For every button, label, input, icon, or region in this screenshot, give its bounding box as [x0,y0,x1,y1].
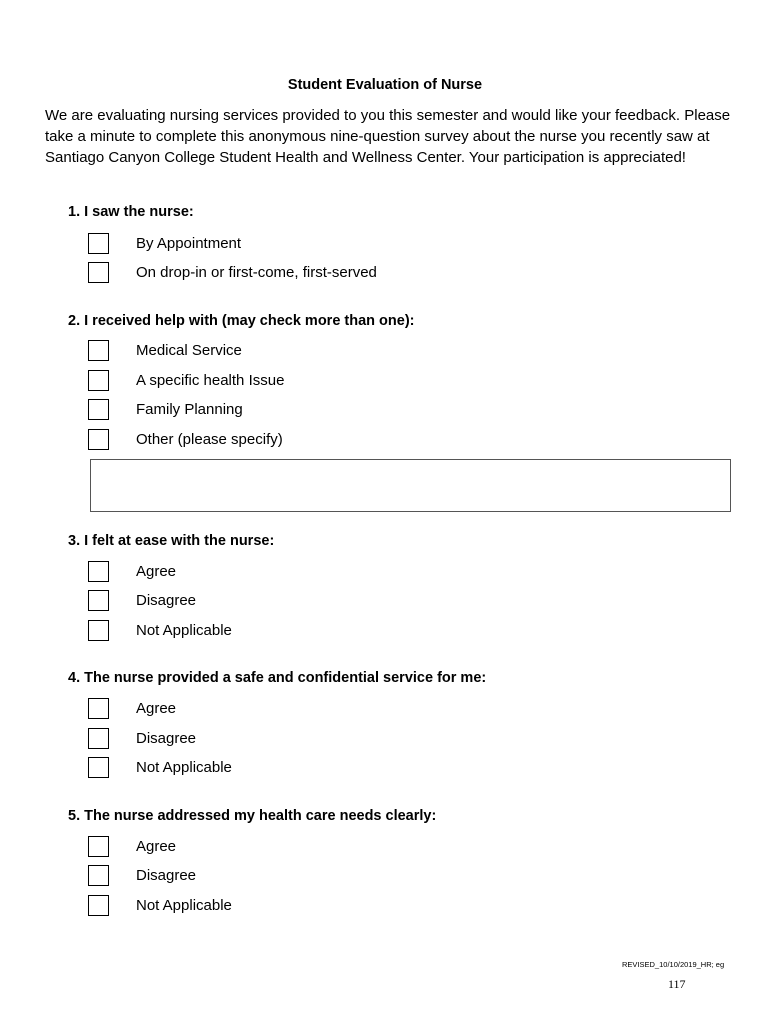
option-label: Agree [136,699,177,717]
question-5-title: 5. The nurse addressed my health care needs clearly: [68,808,437,824]
option-label: Agree [136,837,177,855]
option-label: On drop-in or first-come, first-served [136,263,377,281]
checkbox[interactable] [88,865,109,886]
option-disagree[interactable] [88,588,197,612]
checkbox[interactable] [88,561,109,582]
option-agree[interactable] [88,834,177,858]
option-label: Agree [136,562,177,580]
checkbox[interactable] [88,340,109,361]
checkbox[interactable] [88,836,109,857]
option-by-appointment[interactable] [88,231,242,255]
option-label: Not Applicable [136,621,232,639]
option-label: Not Applicable [136,896,232,914]
revision-note: REVISED_10/10/2019_HR; eg [622,960,725,969]
checkbox[interactable] [88,233,109,254]
intro-line: take a minute to complete this anonymous nine-question survey about the nurse you recently saw at [45,128,710,145]
option-medical-service[interactable] [88,338,242,362]
option-label: Disagree [136,591,197,609]
checkbox[interactable] [88,728,109,749]
option-label: Medical Service [136,341,242,359]
option-label: By Appointment [136,234,242,252]
page-number: 117 [668,977,686,991]
checkbox[interactable] [88,895,109,916]
option-drop-in[interactable] [88,260,377,284]
question-2-title: 2. I received help with (may check more than one): [68,313,415,329]
option-agree[interactable] [88,696,177,720]
checkbox[interactable] [88,262,109,283]
option-not-applicable[interactable] [88,618,232,642]
intro-line: Santiago Canyon College Student Health and Wellness Center. Your participation is appreciated! [45,149,686,166]
option-not-applicable[interactable] [88,755,232,779]
option-label: Not Applicable [136,758,232,776]
checkbox[interactable] [88,590,109,611]
option-label: A specific health Issue [136,371,285,389]
option-label: Other (please specify) [136,430,283,448]
intro-paragraph [45,105,745,168]
question-4-title: 4. The nurse provided a safe and confidential service for me: [68,670,487,686]
checkbox[interactable] [88,698,109,719]
option-label: Disagree [136,729,197,747]
option-not-applicable[interactable] [88,893,232,917]
option-label: Family Planning [136,400,243,418]
checkbox[interactable] [88,399,109,420]
other-specify-field[interactable] [90,459,731,512]
option-disagree[interactable] [88,863,197,887]
option-family-planning[interactable] [88,397,243,421]
checkbox[interactable] [88,757,109,778]
checkbox[interactable] [88,620,109,641]
checkbox[interactable] [88,429,109,450]
checkbox[interactable] [88,370,109,391]
intro-line: We are evaluating nursing services provided to you this semester and would like your feedback. Please [45,107,731,124]
option-agree[interactable] [88,559,177,583]
question-3-title: 3. I felt at ease with the nurse: [68,533,275,549]
page-title: Student Evaluation of Nurse [287,77,483,93]
option-disagree[interactable] [88,726,197,750]
option-health-issue[interactable] [88,368,285,392]
question-1-title: 1. I saw the nurse: [68,204,194,220]
option-other[interactable] [88,427,283,451]
option-label: Disagree [136,866,197,884]
